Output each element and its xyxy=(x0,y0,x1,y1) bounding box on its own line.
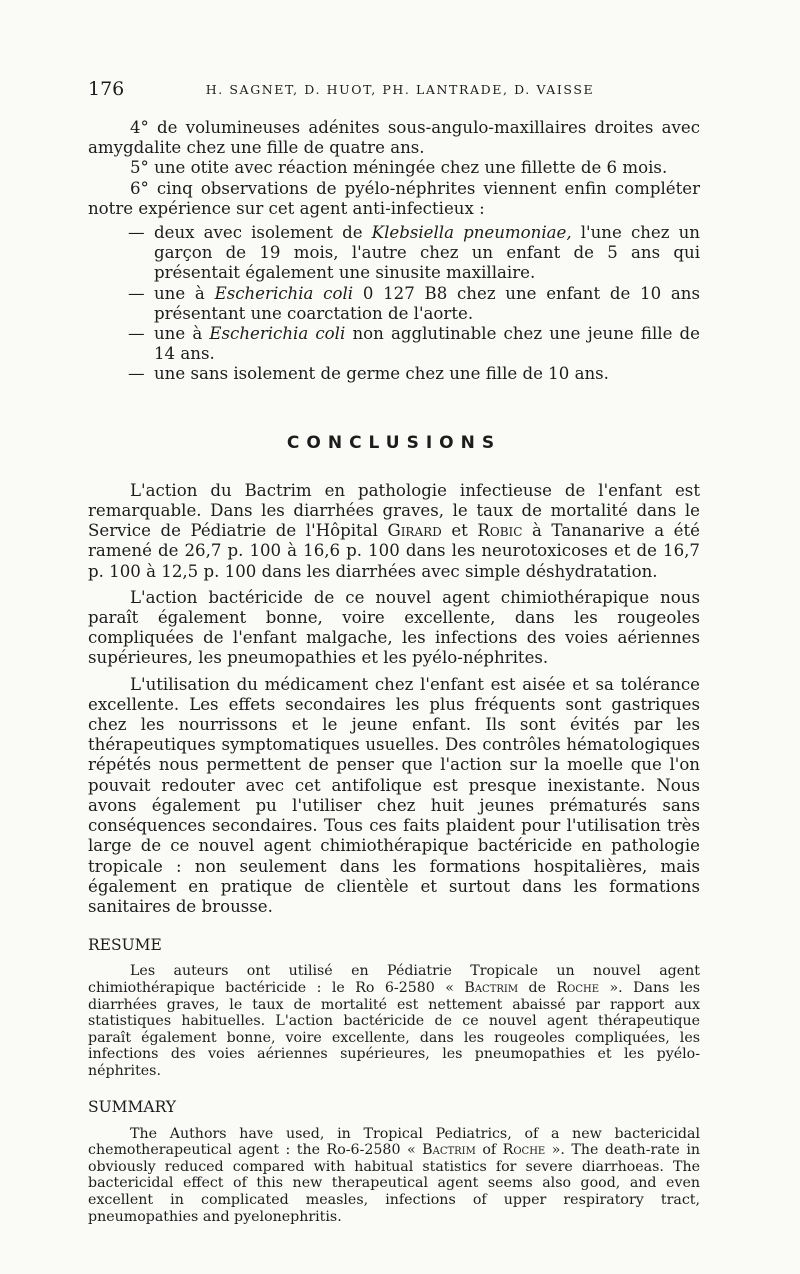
observations-list xyxy=(88,223,700,385)
conclusion-paragraph-3: L'utilisation du médicament chez l'enfant est aisée et sa tolérance excellente. Les effets secondaires les plus fréquents sont gastriques chez les nourrissons et le jeune enfant. Ils sont évités par les thérapeutiques symptomatiques usuelles. Des contrôles hématologiques répétés nous permettent de penser que l'action sur la moelle que l'on pouvait redouter avec cet antifolique est presque inexistante. Nous avons également pu l'utiliser chez huit jeunes prématurés sans conséquences secondaires. Tous ces faits plaident pour l'utilisation très large de ce nouvel agent chimiothérapique bactéricide en pathologie tropicale : non seulement dans les formations hospitalières, mais également en pratique de clientèle et surtout dans les formations sanitaires de brousse. xyxy=(88,674,700,916)
section-heading-conclusions: CONCLUSIONS xyxy=(286,432,502,453)
item-6: 6° cinq observations de pyélo-néphrites viennent enfin compléter notre expérience sur cet agent anti-infectieux : xyxy=(88,178,700,218)
running-header-authors: H. SAGNET, D. HUOT, PH. LANTRADE, D. VAISSE xyxy=(205,82,595,97)
item-4: 4° de volumineuses adénites sous-angulo-maxillaires droites avec amygdalite chez une fille de quatre ans. xyxy=(88,118,700,158)
list-item: — une à Escherichia coli non agglutinable chez une jeune fille de 14 ans. xyxy=(88,324,700,364)
running-header xyxy=(88,78,712,108)
body-text xyxy=(88,118,700,1225)
list-item: — une à Escherichia coli 0 127 B8 chez une enfant de 10 ans présentant une coarctation de l'aorte. xyxy=(88,284,700,324)
page-number: 176 xyxy=(88,78,125,100)
conclusion-paragraph-2: L'action bactéricide de ce nouvel agent chimiothérapique nous paraît également bonne, voire excellente, dans les rougeoles compliquées de l'enfant malgache, les infections des voies aériennes supérieures, les pneumopathies et les pyélo-néphrites. xyxy=(88,587,700,668)
list-item: — deux avec isolement de Klebsiella pneumoniae, l'une chez un garçon de 19 mois, l'autre chez un enfant de 5 ans qui présentait également une sinusite maxillaire. xyxy=(88,223,700,284)
item-5: 5° une otite avec réaction méningée chez une fillette de 6 mois. xyxy=(130,158,668,178)
conclusion-paragraph-1: L'action du Bactrim en pathologie infectieuse de l'enfant est remarquable. Dans les diarrhées graves, le taux de mortalité dans le Service de Pédiatrie de l'Hôpital Girard et Robic à Tananarive a été ramené de 26,7 p. 100 à 16,6 p. 100 dans les neurotoxicoses et de 16,7 p. 100 à 12,5 p. 100 dans les diarrhées avec simple déshydratation. xyxy=(88,480,700,581)
resume-title: RESUME xyxy=(88,936,162,955)
list-item: — une sans isolement de germe chez une fille de 10 ans. xyxy=(88,364,700,384)
summary-text: The Authors have used, in Tropical Pediatrics, of a new bactericidal chemotherapeutical agent : the Ro-6-2580 « Bactrim of Roche ». The death-rate in obviously reduced compared with habitual statistics for severe diarrhoeas. The bactericidal effect of this new therapeutical agent seems also good, and even excellent in complicated measles, infections of upper respiratory tract, pneumopathies and pyelonephritis. xyxy=(88,1125,701,1225)
summary-title: SUMMARY xyxy=(88,1098,177,1117)
resume-text: Les auteurs ont utilisé en Pédiatrie Tropicale un nouvel agent chimiothérapique bactéricide : le Ro 6-2580 « Bactrim de Roche ». Dans les diarrhées graves, le taux de mortalité est nettement abaissé par rapport aux statistiques habituelles. L'action bactéricide de ce nouvel agent thérapeutique paraît également bonne, voire excellente, dans les rougeoles compliquées, les infections des voies aériennes supérieures, les pneumopathies et les pyélo-néphrites. xyxy=(88,963,701,1079)
